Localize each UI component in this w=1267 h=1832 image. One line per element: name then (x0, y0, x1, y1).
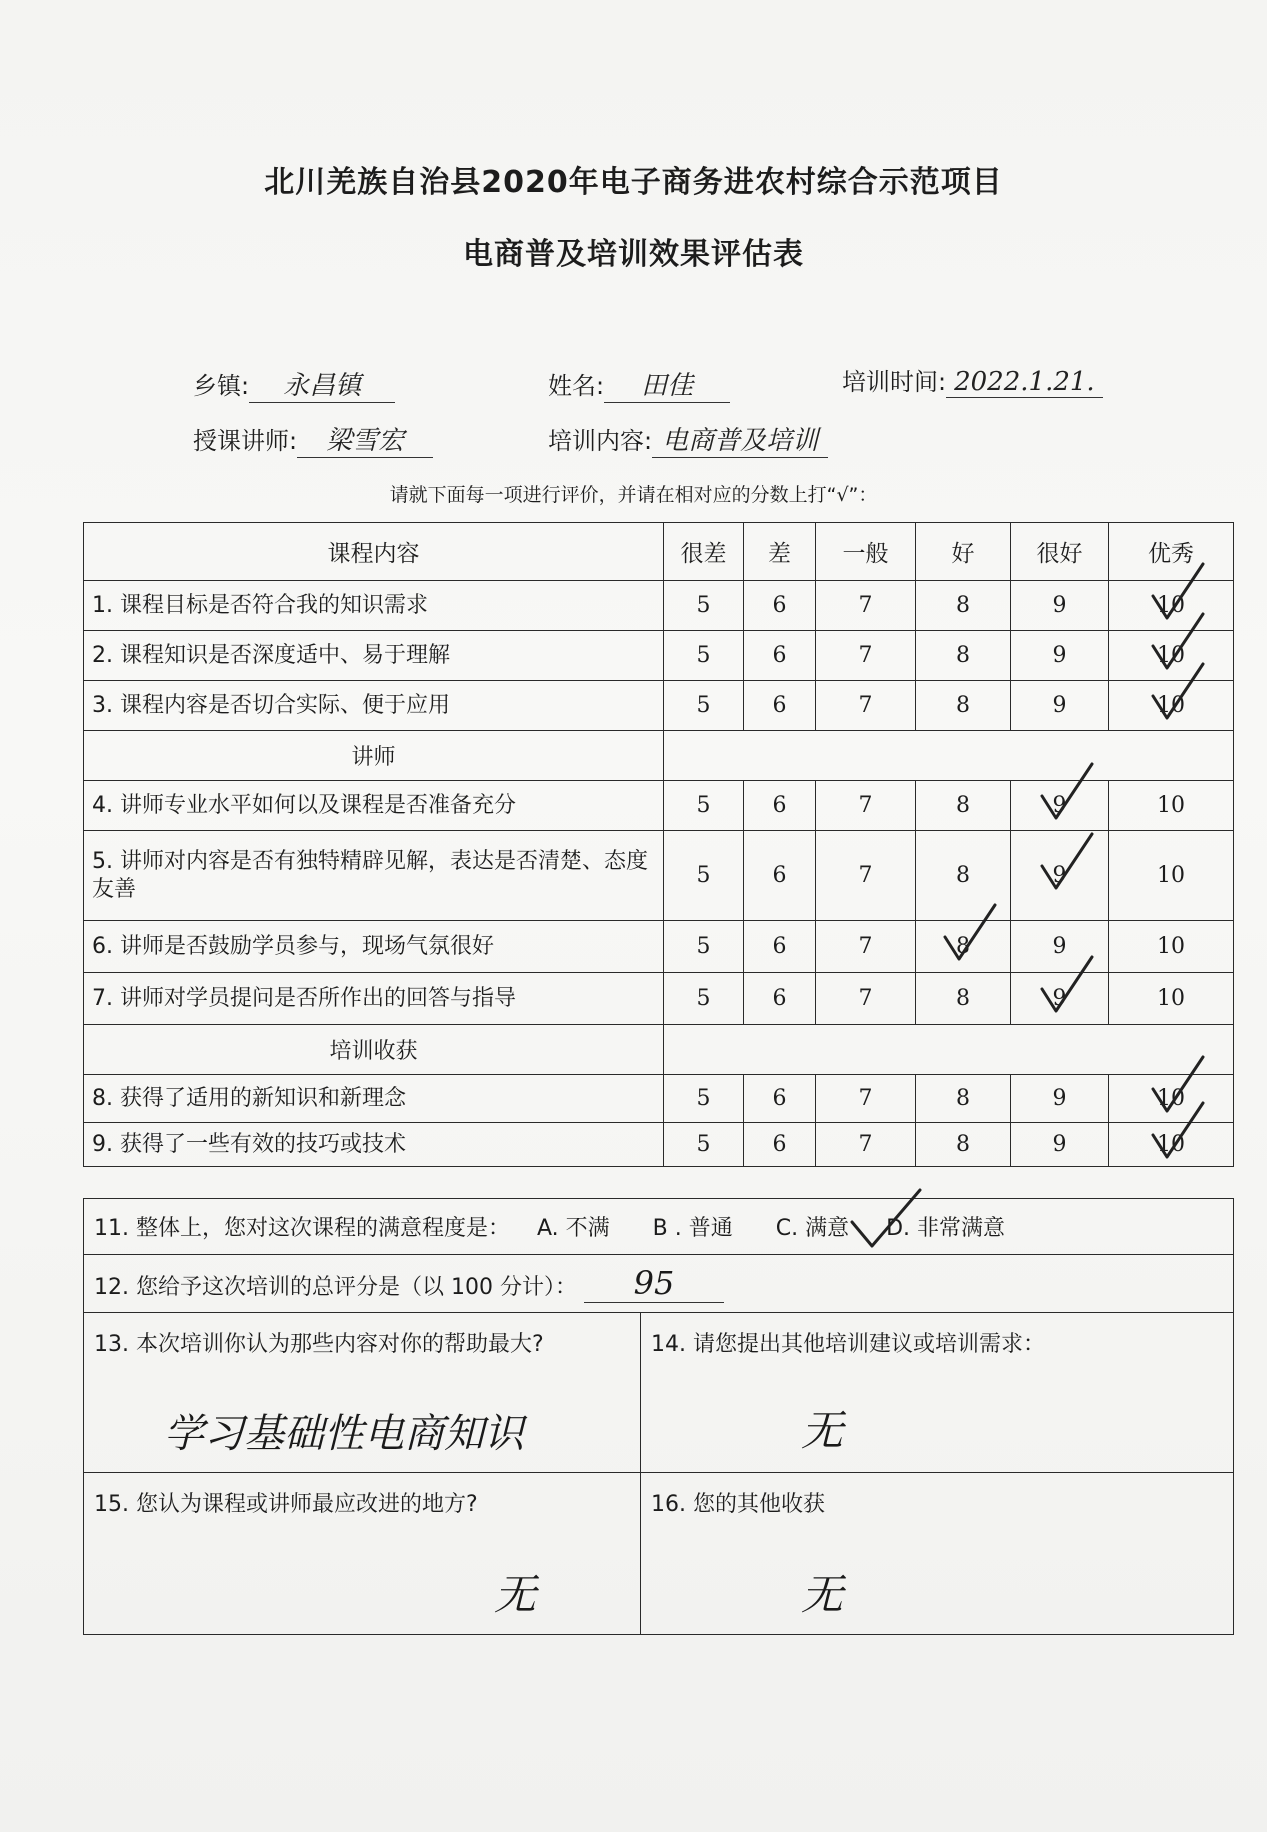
score-cell-6[interactable] (744, 681, 816, 731)
score-cell-8[interactable] (916, 1123, 1011, 1167)
score-value: 6 (772, 793, 787, 818)
rating-item-label: 8. 获得了适用的新知识和新理念 (84, 1075, 664, 1123)
section-blank-gain (664, 1025, 1234, 1075)
rating-item-label: 9. 获得了一些有效的技巧或技术 (84, 1123, 664, 1167)
q13-text: 13. 本次培训你认为那些内容对你的帮助最大? (94, 1332, 544, 1357)
rating-row-7 (84, 973, 1234, 1025)
section-row-teacher (84, 731, 1234, 781)
score-cell-9[interactable] (1011, 1075, 1109, 1123)
score-cell-5[interactable] (664, 1123, 744, 1167)
instruction-text: 请就下面每一项进行评价，并请在相对应的分数上打“√”： (389, 484, 878, 506)
score-cell-5[interactable] (664, 581, 744, 631)
score-value: 5 (696, 793, 711, 818)
score-cell-5[interactable] (664, 831, 744, 921)
score-cell-8[interactable] (916, 1075, 1011, 1123)
score-value: 8 (956, 986, 970, 1011)
score-value: 6 (772, 1132, 787, 1157)
q15-text: 15. 您认为课程或讲师最应改进的地方? (94, 1492, 478, 1517)
q11-option-c[interactable]: C. 满意 (775, 1216, 850, 1241)
score-cell-7[interactable] (816, 1075, 916, 1123)
score-value: 10 (1157, 986, 1185, 1011)
score-cell-6[interactable] (744, 921, 816, 973)
rating-item-label: 2. 课程知识是否深度适中、易于理解 (84, 631, 664, 681)
score-cell-8[interactable] (916, 973, 1011, 1025)
score-cell-9[interactable] (1011, 1123, 1109, 1167)
header-poor: 差 (744, 523, 816, 581)
header-very-good: 很好 (1011, 523, 1109, 581)
score-cell-8[interactable] (916, 921, 1011, 973)
q14-answer: 无 (801, 1406, 844, 1455)
score-value: 7 (858, 643, 873, 668)
header-excellent: 优秀 (1109, 523, 1234, 581)
score-cell-10[interactable] (1109, 631, 1234, 681)
score-value: 10 (1157, 793, 1185, 818)
q15-answer: 无 (494, 1570, 537, 1619)
rating-item-label: 3. 课程内容是否切合实际、便于应用 (84, 681, 664, 731)
q11-option-a[interactable]: A. 不满 (536, 1216, 610, 1241)
rating-item-label: 6. 讲师是否鼓励学员参与，现场气氛很好 (84, 921, 664, 973)
rating-row-5 (84, 831, 1234, 921)
score-value: 10 (1157, 593, 1185, 618)
score-cell-7[interactable] (816, 681, 916, 731)
score-value: 10 (1157, 1086, 1185, 1111)
score-cell-6[interactable] (744, 581, 816, 631)
score-value: 10 (1157, 934, 1185, 959)
score-cell-6[interactable] (744, 781, 816, 831)
town-value: 永昌镇 (249, 365, 395, 403)
town-field[interactable] (193, 365, 395, 403)
q11-checkmark-icon (846, 1186, 926, 1250)
score-value: 7 (858, 934, 873, 959)
score-value: 6 (772, 986, 787, 1011)
q13-answer: 学习基础性电商知识 (164, 1411, 524, 1457)
score-cell-5[interactable] (664, 973, 744, 1025)
score-cell-8[interactable] (916, 631, 1011, 681)
score-cell-6[interactable] (744, 1123, 816, 1167)
score-cell-9[interactable] (1011, 831, 1109, 921)
score-value: 10 (1157, 863, 1185, 888)
score-cell-5[interactable] (664, 1075, 744, 1123)
score-value: 6 (772, 693, 787, 718)
score-value: 6 (772, 934, 787, 959)
score-cell-9[interactable] (1011, 681, 1109, 731)
score-cell-10[interactable] (1109, 921, 1234, 973)
score-cell-7[interactable] (816, 831, 916, 921)
score-cell-5[interactable] (664, 631, 744, 681)
q15-q16-row (84, 1473, 1234, 1635)
q11-option-b[interactable]: B . 普通 (652, 1216, 733, 1241)
score-value: 5 (696, 986, 711, 1011)
score-cell-9[interactable] (1011, 921, 1109, 973)
score-cell-6[interactable] (744, 831, 816, 921)
rating-item-label: 7. 讲师对学员提问是否所作出的回答与指导 (84, 973, 664, 1025)
score-value: 9 (1052, 986, 1067, 1011)
time-field[interactable] (842, 362, 1103, 398)
score-cell-5[interactable] (664, 781, 744, 831)
rating-row-6 (84, 921, 1234, 973)
score-value: 7 (858, 1132, 873, 1157)
score-cell-9[interactable] (1011, 973, 1109, 1025)
content-label: 培训内容: (548, 427, 653, 455)
q13-cell[interactable] (84, 1313, 641, 1473)
q13-q14-row (84, 1313, 1234, 1473)
rating-row-1 (84, 581, 1234, 631)
score-value: 6 (772, 593, 787, 618)
score-cell-10[interactable] (1109, 581, 1234, 631)
header-good: 好 (916, 523, 1011, 581)
score-value: 9 (1052, 934, 1067, 959)
score-cell-5[interactable] (664, 921, 744, 973)
score-value: 9 (1052, 643, 1067, 668)
content-field[interactable] (548, 420, 828, 458)
time-value: 2022.1.21. (946, 367, 1103, 398)
score-value: 5 (696, 934, 711, 959)
score-cell-7[interactable] (816, 781, 916, 831)
header-very-poor: 很差 (664, 523, 744, 581)
q14-text: 14. 请您提出其他培训建议或培训需求： (651, 1332, 1045, 1357)
score-value: 9 (1052, 793, 1067, 818)
q11-option-d-label: D. 非常满意 (886, 1216, 1006, 1241)
score-value: 7 (858, 863, 873, 888)
score-cell-7[interactable] (816, 1123, 916, 1167)
score-value: 7 (858, 986, 873, 1011)
q16-text: 16. 您的其他收获 (651, 1492, 825, 1517)
q12-answer[interactable]: 95 (584, 1264, 724, 1303)
score-cell-6[interactable] (744, 631, 816, 681)
q14-cell[interactable] (641, 1313, 1234, 1473)
form-title-line1: 北川羌族自治县2020年电子商务进农村综合示范项目 (264, 165, 1003, 200)
score-value: 6 (772, 1086, 787, 1111)
score-value: 5 (696, 643, 711, 668)
section-blank-teacher (664, 731, 1234, 781)
rating-item-label: 5. 讲师对内容是否有独特精辟见解，表达是否清楚、态度友善 (84, 831, 664, 921)
header-course-content: 课程内容 (84, 523, 664, 581)
rating-row-9 (84, 1123, 1234, 1167)
score-cell-10[interactable] (1109, 781, 1234, 831)
score-value: 9 (1052, 1132, 1067, 1157)
score-value: 8 (956, 643, 970, 668)
q11-row (84, 1199, 1234, 1255)
q11-option-d[interactable] (886, 1216, 1005, 1241)
score-value: 8 (956, 1086, 970, 1111)
teacher-value: 梁雪宏 (297, 420, 433, 458)
lower-questions (83, 1198, 1234, 1635)
content-value: 电商普及培训 (652, 420, 828, 458)
rating-row-4 (84, 781, 1234, 831)
q16-answer: 无 (801, 1570, 844, 1619)
score-value: 9 (1052, 1086, 1067, 1111)
score-value: 5 (696, 1086, 711, 1111)
score-cell-9[interactable] (1011, 631, 1109, 681)
score-value: 5 (696, 1132, 711, 1157)
score-cell-8[interactable] (916, 681, 1011, 731)
name-label: 姓名: (548, 372, 605, 400)
rating-table (83, 522, 1234, 1167)
score-cell-10[interactable] (1109, 831, 1234, 921)
q12-text: 12. 您给予这次培训的总评分是（以 100 分计）： (94, 1275, 577, 1300)
section-label-teacher: 讲师 (84, 731, 664, 781)
score-cell-8[interactable] (916, 781, 1011, 831)
score-cell-8[interactable] (916, 581, 1011, 631)
score-cell-9[interactable] (1011, 581, 1109, 631)
time-label: 培训时间: (842, 368, 947, 396)
score-value: 5 (696, 593, 711, 618)
score-value: 6 (772, 863, 787, 888)
score-value: 8 (956, 863, 970, 888)
score-cell-7[interactable] (816, 973, 916, 1025)
town-label: 乡镇: (193, 372, 250, 400)
section-row-gain (84, 1025, 1234, 1075)
score-value: 5 (696, 863, 711, 888)
name-field[interactable] (548, 365, 730, 403)
header-row (84, 523, 1234, 581)
score-value: 10 (1157, 1132, 1185, 1157)
score-value: 8 (956, 934, 970, 959)
score-cell-9[interactable] (1011, 781, 1109, 831)
score-cell-5[interactable] (664, 681, 744, 731)
score-value: 7 (858, 593, 873, 618)
score-value: 7 (858, 693, 873, 718)
section-label-gain: 培训收获 (84, 1025, 664, 1075)
rating-row-2 (84, 631, 1234, 681)
q11-text: 11. 整体上，您对这次课程的满意程度是： (94, 1216, 510, 1241)
score-cell-7[interactable] (816, 581, 916, 631)
score-cell-10[interactable] (1109, 681, 1234, 731)
score-value: 7 (858, 1086, 873, 1111)
rating-item-label: 1. 课程目标是否符合我的知识需求 (84, 581, 664, 631)
score-value: 6 (772, 643, 787, 668)
q12-row (84, 1255, 1234, 1313)
teacher-label: 授课讲师: (193, 427, 298, 455)
score-value: 9 (1052, 593, 1067, 618)
rating-row-8 (84, 1075, 1234, 1123)
score-value: 8 (956, 593, 970, 618)
score-cell-6[interactable] (744, 973, 816, 1025)
rating-item-label: 4. 讲师专业水平如何以及课程是否准备充分 (84, 781, 664, 831)
score-cell-10[interactable] (1109, 1075, 1234, 1123)
q16-cell[interactable] (641, 1473, 1234, 1635)
score-value: 5 (696, 693, 711, 718)
header-average: 一般 (816, 523, 916, 581)
score-cell-8[interactable] (916, 831, 1011, 921)
score-value: 9 (1052, 693, 1067, 718)
rating-row-3 (84, 681, 1234, 731)
score-value: 9 (1052, 863, 1067, 888)
score-cell-7[interactable] (816, 631, 916, 681)
score-cell-6[interactable] (744, 1075, 816, 1123)
name-value: 田佳 (604, 365, 730, 403)
score-value: 7 (858, 793, 873, 818)
score-cell-10[interactable] (1109, 1123, 1234, 1167)
q15-cell[interactable] (84, 1473, 641, 1635)
score-value: 10 (1157, 643, 1185, 668)
score-cell-10[interactable] (1109, 973, 1234, 1025)
score-value: 8 (956, 693, 970, 718)
score-value: 8 (956, 793, 970, 818)
score-cell-7[interactable] (816, 921, 916, 973)
form-title-line2: 电商普及培训效果评估表 (463, 237, 804, 272)
score-value: 8 (956, 1132, 970, 1157)
score-value: 10 (1157, 693, 1185, 718)
teacher-field[interactable] (193, 420, 433, 458)
